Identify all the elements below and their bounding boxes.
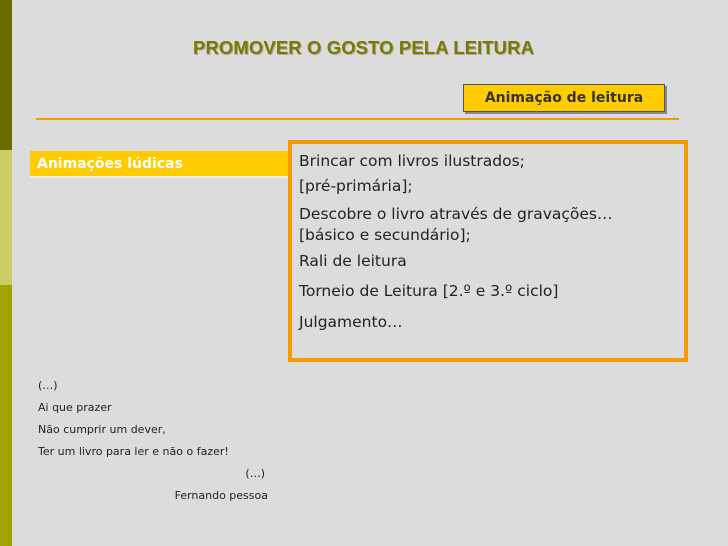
quote-line: (…): [38, 379, 58, 392]
activity-item: Torneio de Leitura [2.º e 3.º ciclo]: [299, 282, 559, 300]
divider-rule: [36, 118, 679, 120]
activity-item: [básico e secundário];: [299, 226, 471, 244]
left-accent-bar-dark: [0, 0, 12, 150]
quote-line: Ai que prazer: [38, 401, 112, 414]
activities-box: [288, 140, 688, 362]
section-label: [30, 151, 288, 178]
activity-item: Brincar com livros ilustrados;: [299, 152, 525, 170]
quote-ellipsis: (…): [245, 467, 265, 480]
activity-item: Rali de leitura: [299, 252, 407, 270]
quote-line: Não cumprir um dever,: [38, 423, 166, 436]
left-accent-bar-light: [0, 150, 12, 285]
left-accent-bar-olive: [0, 285, 12, 546]
quote-line: Ter um livro para ler e não o fazer!: [38, 445, 229, 458]
activity-item: [pré-primária];: [299, 177, 413, 195]
quote-author: Fernando pessoa: [174, 489, 268, 502]
section-label-text: Animações lúdicas: [37, 155, 183, 172]
poem-quote: [38, 379, 268, 511]
subtitle-label: Animação de leitura: [463, 84, 665, 112]
slide-title: PROMOVER O GOSTO PELA LEITURA: [193, 37, 535, 58]
activity-item: Julgamento…: [299, 313, 403, 331]
activity-item: Descobre o livro através de gravações…: [299, 205, 613, 223]
